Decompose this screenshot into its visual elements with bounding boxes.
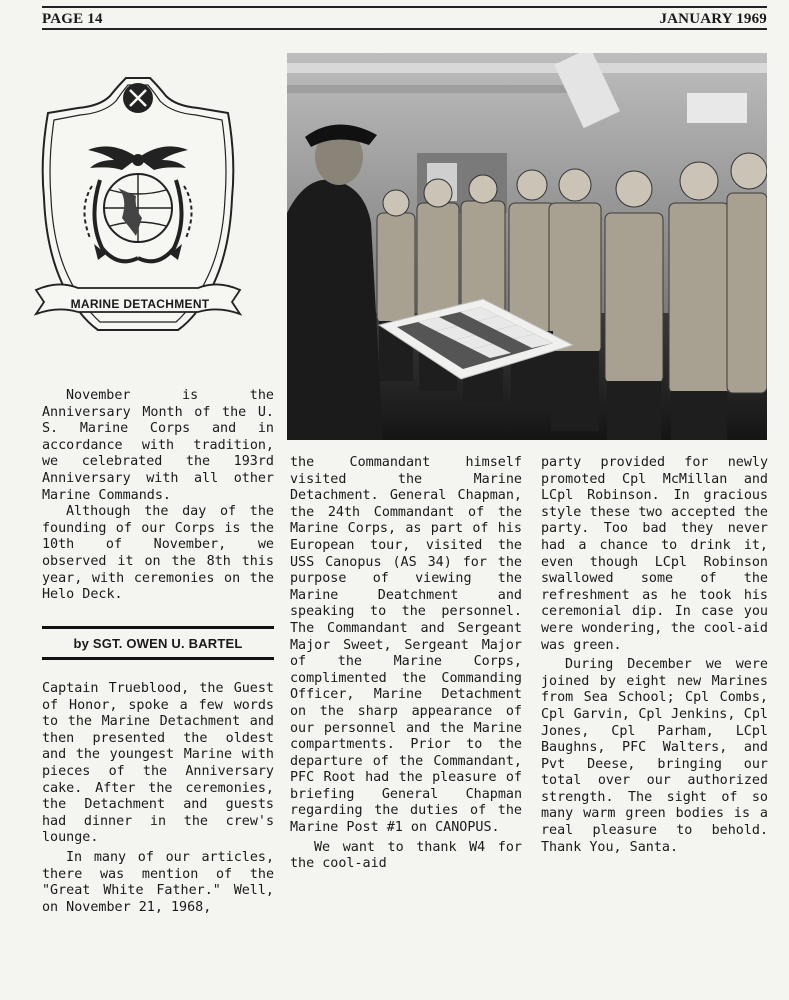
byline-block [42,626,274,660]
paragraph-guest-of-honor: Captain Trueblood, the Guest of Honor, spoke a few words to the Marine Detachment and then presented the oldest and the youngest Marine with pieces of the Anniversary cake. After the ceremonies, the Detachment and guests had dinner in the crew's lounge. [42,681,274,846]
paragraph-anniversary-month: November is the Anniversary Month of the U. S. Marine Corps and in accordance with tradition, we celebrated the 193rd Anniversary with all other Marine Commands. [42,388,274,503]
paragraph-commandant-visit: the Commandant himself visited the Marine Detachment. General Chapman, the 24th Commandant of the Marine Corps, as part of his European tour, visited the USS Canopus (AS 34) for the purpose of viewing the Marine Deatchment and speaking to the personnel. The Commandant and Sergeant Major Sweet, Sergeant Major of the Marine Corps, complimented the Commanding Officer, Marine Detachment on the sharp appearance of our personnel and the Marine compartments. Prior to the departure of the Commandant, PFC Root had the pleasure of briefing General Chapman regarding the duties of the Marine Post #1 on CANOPUS. [290,455,522,836]
header-rule-top [42,6,767,8]
page-header [42,6,767,30]
column-2 [290,455,522,873]
byline-rule-bottom [42,657,274,660]
page-number: PAGE 14 [42,11,103,27]
column-3 [541,455,768,856]
column-1-bottom [42,681,274,916]
emblem-label: MARINE DETACHMENT [70,297,210,311]
paragraph-great-white-father: In many of our articles, there was mention of the "Great White Father." Well, on November 21, 1968, [42,849,274,915]
header-rule-bottom [42,28,767,30]
author-byline: by SGT. OWEN U. BARTEL [73,636,243,651]
paragraph-new-marines: During December we were joined by eight new Marines from Sea School; Cpl Combs, Cpl Garvin, Cpl Jenkins, Cpl Jones, Cpl Parham, LCpl Baughns, PFC Walters, and Pvt Deese, bringing our total over our authorized strength. The sight of so many warm green bodies is a real pleasure to behold. Thank You, Santa. [541,657,768,855]
paragraph-thanks-w4: We want to thank W4 for the cool-aid [290,839,522,872]
issue-date: JANUARY 1969 [659,11,767,27]
column-1-top [42,388,274,604]
marines-photo [287,53,767,440]
paragraph-cool-aid-party: party provided for newly promoted Cpl McMillan and LCpl Robinson. In gracious style these two accepted the party. Too bad they never had a chance to drink it, even though LCpl Robinson swallowed some of the refreshment as he took his ceremonial dip. In case you were wondering, the cool-aid was green. [541,455,768,653]
paragraph-founding-day: Although the day of the founding of our Corps is the 10th of November, we observed it on the 8th this year, with ceremonies on the Helo Deck. [42,504,274,603]
